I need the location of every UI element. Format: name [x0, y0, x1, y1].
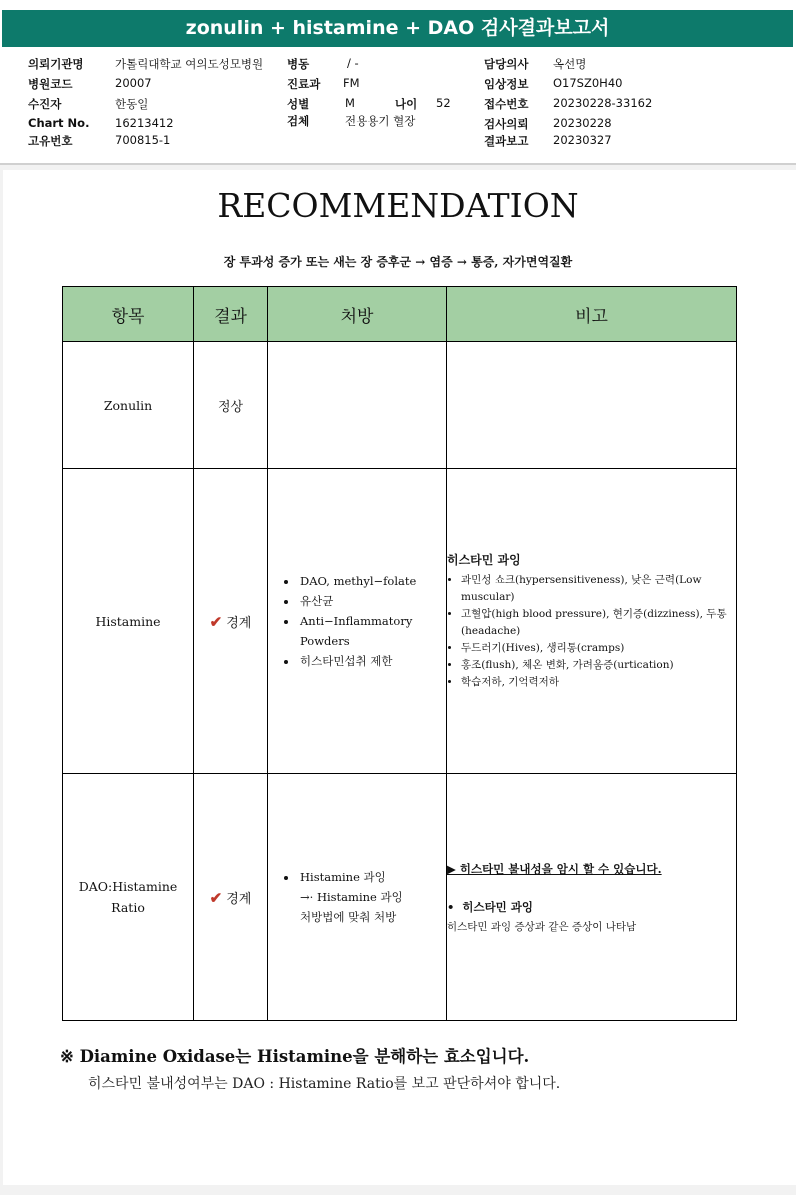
label-doctor: 담당의사 [484, 57, 529, 71]
table-row-histamine [63, 469, 737, 774]
value-clinical-info: O17SZ0H40 [553, 76, 623, 90]
note-title: 히스타민 과잉 [447, 553, 521, 567]
label-receipt-no: 접수번호 [484, 97, 529, 111]
recommendation-subtitle: 장 투과성 증가 또는 새는 장 증후군 → 염증 → 통증, 자가면역질환 [223, 255, 573, 269]
list-item: • 홍조(flush), 체온 변화, 가려움증(urtication) [461, 657, 736, 674]
value-ward: / - [347, 56, 359, 70]
note-zonulin [447, 342, 737, 469]
rx-line-1: Histamine 과잉 [300, 870, 386, 884]
prescription-histamine [268, 469, 447, 774]
recommendation-title: RECOMMENDATION [217, 186, 579, 225]
check-icon: ✔ [209, 612, 223, 631]
label-specimen: 검체 [287, 114, 310, 128]
result-histamine-cell [194, 469, 268, 774]
value-age: 52 [436, 96, 451, 110]
list-item: • Anti−Inflammatory Powders [298, 611, 446, 651]
table-row-zonulin [63, 342, 737, 469]
note-histamine [447, 469, 737, 774]
result-zonulin: 정상 [194, 342, 268, 469]
list-item: • 고혈압(high blood pressure), 현기증(dizziness), 두통(headache) [461, 606, 736, 640]
table-row-dao-ratio [63, 774, 737, 1021]
result-histamine: 경계 [226, 615, 252, 631]
note-bullet-text: 히스타민 과잉 증상과 같은 증상이 나타남 [447, 920, 637, 933]
label-department: 진료과 [287, 77, 321, 91]
label-clinical-info: 임상정보 [484, 77, 529, 91]
value-sex: M [345, 96, 355, 110]
prescription-zonulin [268, 342, 447, 469]
value-hospital-code: 20007 [115, 76, 152, 90]
list-item: • 과민성 쇼크(hypersensitiveness), 낮은 근력(Low muscular) [461, 572, 736, 606]
label-ward: 병동 [287, 57, 310, 71]
rx-line-3: 처방법에 맞춰 처방 [300, 910, 397, 924]
label-sex: 성별 [287, 97, 310, 111]
table-header-row [63, 287, 737, 342]
value-unique-no: 700815-1 [115, 133, 171, 147]
list-item: • 학습저하, 기억력저하 [461, 674, 736, 691]
item-histamine: Histamine [63, 469, 194, 774]
value-chart-no: 16213412 [115, 116, 174, 130]
header-divider [0, 163, 796, 165]
report-header [0, 0, 796, 165]
note-dao-ratio [447, 774, 737, 1021]
value-request-date: 20230228 [553, 116, 612, 130]
report-title-bar: zonulin + histamine + DAO 검사결과보고서 [2, 10, 793, 47]
item-zonulin: Zonulin [63, 342, 194, 469]
footnote-main: ※ Diamine Oxidase는 Histamine을 분해하는 효소입니다. [60, 1047, 530, 1066]
check-icon: ✔ [209, 888, 223, 907]
list-item: • 히스타민섭취 제한 [298, 651, 446, 671]
list-item: • 유산균 [298, 591, 446, 611]
list-item: • 두드러기(Hives), 생리통(cramps) [461, 640, 736, 657]
recommendation-table [62, 286, 737, 1021]
result-dao-ratio: 경계 [226, 891, 252, 907]
label-report-date: 결과보고 [484, 134, 529, 148]
value-specimen: 전용용기 혈장 [345, 114, 416, 128]
prescription-dao-ratio [268, 774, 447, 1021]
value-institution: 가톨릭대학교 여의도성모병원 [115, 57, 264, 71]
label-patient: 수진자 [28, 97, 62, 111]
item-dao-ratio: DAO:Histamine Ratio [63, 774, 194, 1021]
label-unique-no: 고유번호 [28, 134, 73, 148]
intolerance-warning: ▶ 히스타민 불내성을 암시 할 수 있습니다. [447, 861, 662, 876]
header-note: 비고 [447, 287, 737, 342]
value-department: FM [343, 76, 360, 90]
list-item [298, 867, 446, 927]
rx-line-2: →· Histamine 과잉 [300, 890, 403, 904]
value-patient: 한동일 [115, 97, 149, 111]
footnote-sub: 히스타민 불내성여부는 DAO : Histamine Ratio를 보고 판단하셔야 합니다. [88, 1076, 561, 1092]
label-chart-no: Chart No. [28, 116, 90, 130]
label-hospital-code: 병원코드 [28, 77, 73, 91]
value-doctor: 옥선명 [553, 57, 587, 71]
value-receipt-no: 20230228-33162 [553, 96, 653, 110]
header-result: 결과 [194, 287, 268, 342]
label-age: 나이 [395, 97, 418, 111]
list-item: • DAO, methyl−folate [298, 571, 446, 591]
label-request-date: 검사의뢰 [484, 117, 529, 131]
header-prescription: 처방 [268, 287, 447, 342]
result-dao-ratio-cell [194, 774, 268, 1021]
label-institution: 의뢰기관명 [28, 57, 84, 71]
note-bullet-title: • 히스타민 과잉 [447, 899, 534, 914]
value-report-date: 20230327 [553, 133, 612, 147]
header-item: 항목 [63, 287, 194, 342]
